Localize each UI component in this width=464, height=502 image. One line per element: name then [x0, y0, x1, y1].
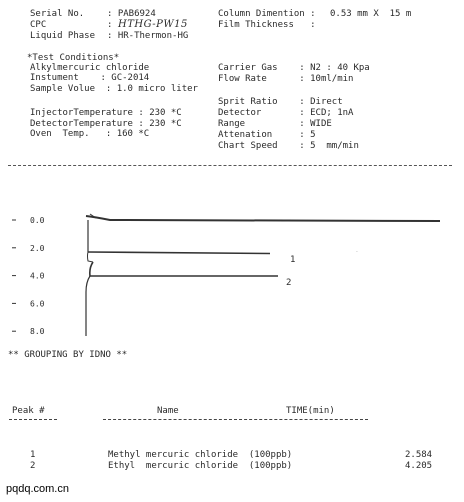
- flow-rate: Flow Rate : 10ml/min: [218, 74, 354, 84]
- peak-2: [86, 262, 278, 336]
- row-peak: 1: [30, 450, 36, 460]
- grouping-title: ** GROUPING BY IDNO **: [8, 350, 128, 360]
- carrier-gas: Carrier Gas : N2 : 40 Kpa: [218, 63, 370, 73]
- row-name: Methyl mercuric chloride (100ppb): [108, 450, 293, 460]
- peak-header-underline: [9, 419, 57, 420]
- column-dimension-value: 0.53 mm X 15 m: [330, 9, 412, 19]
- film-thickness-label: Film Thickness :: [218, 20, 316, 30]
- test-conditions-title: *Test Conditions*: [27, 53, 120, 63]
- cpc-handwritten: HTHG-PW15: [118, 19, 188, 30]
- axis-tick-label: 4.0: [30, 271, 45, 281]
- watermark: pqdq.com.cn: [6, 483, 69, 495]
- liquid-phase-label: Liquid Phase: [30, 31, 96, 41]
- detector-temperature: DetectorTemperature : 230 *C: [30, 119, 182, 129]
- cpc-value: :: [107, 20, 113, 30]
- col-peak-header: Peak #: [12, 406, 45, 416]
- name-header-underline: [103, 419, 368, 420]
- oven-temperature: Oven Temp. : 160 *C: [30, 129, 150, 139]
- serial-label: Serial No.: [30, 9, 85, 19]
- time-axis: [12, 216, 45, 336]
- col-time-header: TIME(min): [286, 406, 335, 416]
- row-name: Ethyl mercuric chloride (100ppb): [108, 461, 293, 471]
- liquid-phase-value: : HR-Thermon-HG: [107, 31, 189, 41]
- injector-temperature: InjectorTemperature : 230 *C: [30, 108, 182, 118]
- column-dimension-label: Column Dimention :: [218, 9, 316, 19]
- col-name-header: Name: [157, 406, 179, 416]
- axis-tick-label: 0.0: [30, 216, 45, 225]
- instrument: Instument : GC-2014: [30, 73, 150, 83]
- detector: Detector : ECD; 1nA: [218, 108, 354, 118]
- peak-label: 1: [290, 255, 296, 265]
- peak-1: [88, 252, 271, 262]
- peak-label: 2: [286, 278, 292, 288]
- row-peak: 2: [30, 461, 36, 471]
- attenuation: Attenation : 5: [218, 130, 316, 140]
- compound: Alkylmercuric chloride: [30, 63, 150, 73]
- serial-value: : PAB6924: [107, 9, 156, 19]
- peak-labels: [286, 255, 295, 288]
- baseline-trace: [86, 214, 440, 252]
- range: Range : WIDE: [218, 119, 332, 129]
- chart-speed: Chart Speed : 5 mm/min: [218, 141, 359, 151]
- row-time: 4.205: [405, 461, 433, 471]
- row-time: 2.584: [405, 450, 433, 460]
- split-ratio: Sprit Ratio : Direct: [218, 97, 343, 107]
- axis-tick-label: 6.0: [30, 299, 45, 309]
- sample-volume: Sample Volue : 1.0 micro liter: [30, 84, 198, 94]
- axis-tick-label: 8.0: [30, 327, 45, 337]
- scan-speck: ·: [356, 249, 358, 256]
- cpc-label: CPC: [30, 20, 47, 30]
- axis-tick-label: 2.0: [30, 243, 45, 253]
